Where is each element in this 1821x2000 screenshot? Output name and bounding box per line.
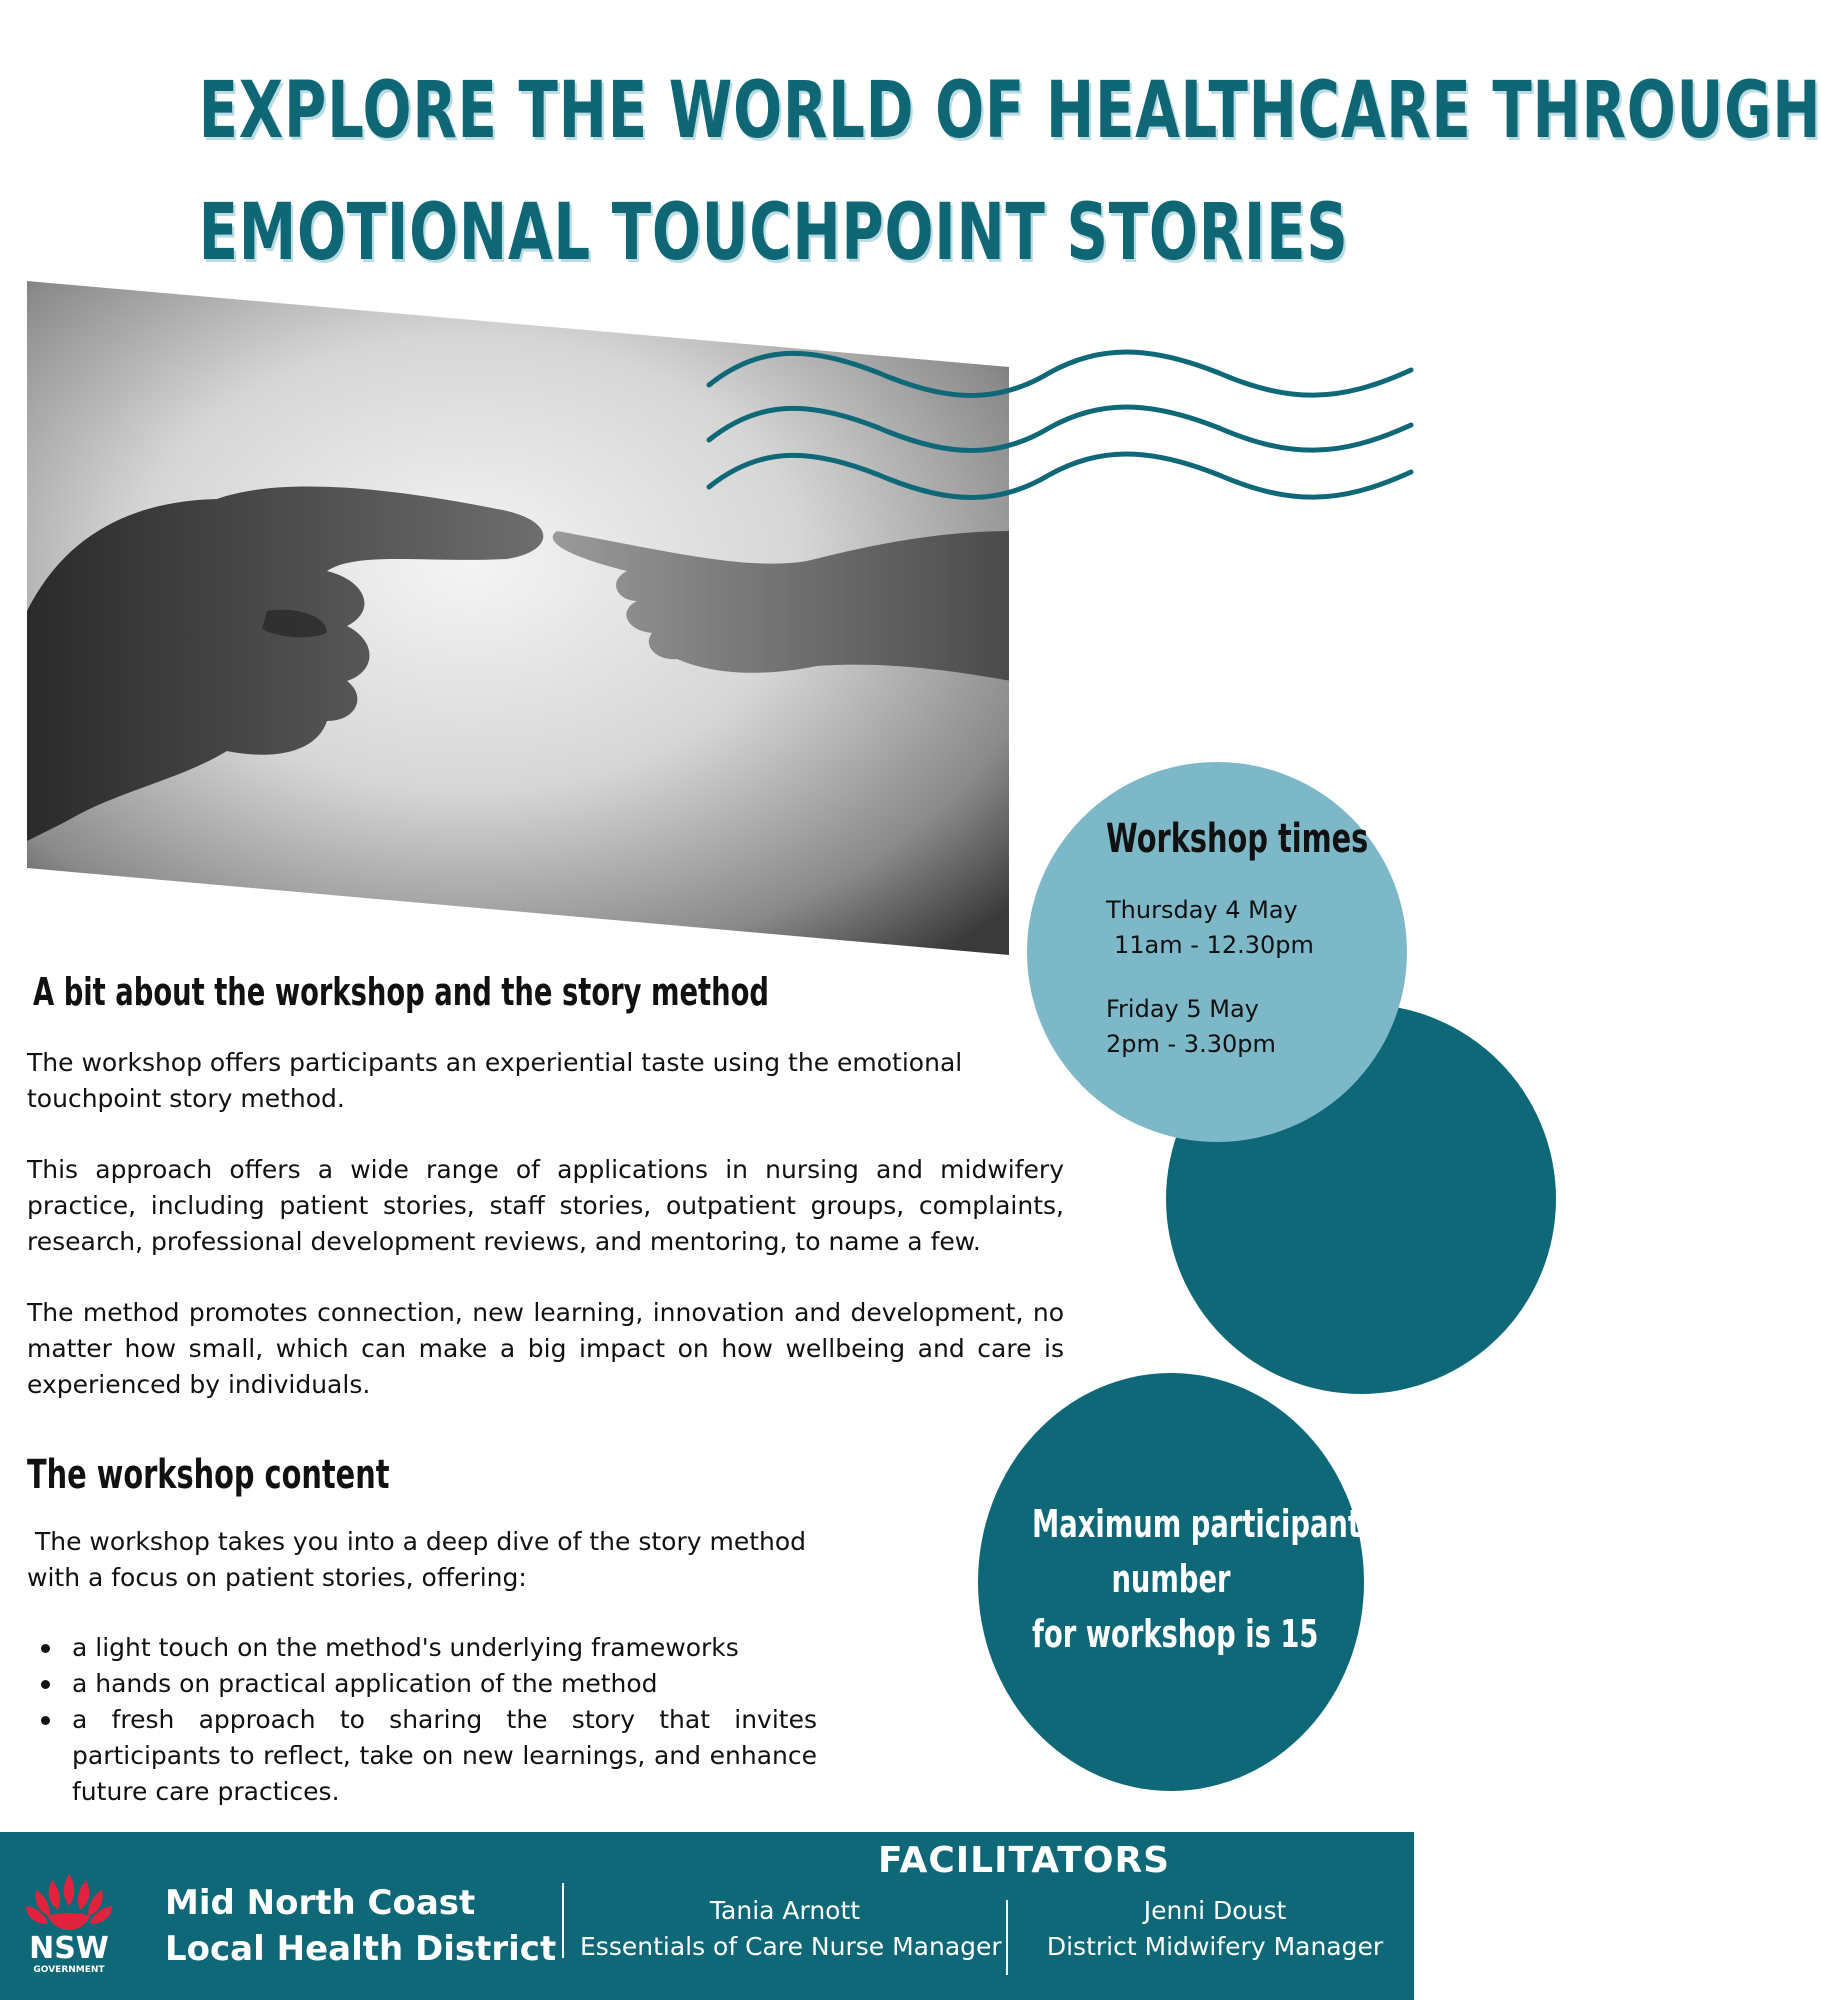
session-thursday <box>1106 893 1314 963</box>
list-item: a light touch on the method's underlying frameworks <box>27 1630 817 1666</box>
facilitator-name: Tania Arnott <box>709 1896 861 1925</box>
footer-divider <box>562 1883 564 1958</box>
facilitator-2 <box>1025 1893 1405 1965</box>
facilitator-role: District Midwifery Manager <box>1046 1932 1384 1961</box>
content-intro <box>27 1524 817 1596</box>
facilitator-name: Jenni Doust <box>1143 1896 1287 1925</box>
content-intro-text: The workshop takes you into a deep dive of the story method with a focus on patient stories, offering: <box>27 1527 807 1592</box>
title-line-1: EXPLORE THE WORLD OF HEALTHCARE THROUGH <box>198 66 1821 156</box>
nsw-logo-text: NSW <box>29 1931 109 1966</box>
max-line-3: for workshop is 15 <box>1032 1612 1319 1656</box>
list-item: a hands on practical application of the method <box>27 1666 817 1702</box>
facilitators-heading: FACILITATORS <box>878 1840 1171 1881</box>
workshop-times-heading: Workshop times <box>1106 816 1369 862</box>
session-day: Friday 5 May <box>1106 995 1259 1023</box>
nsw-logo-subtext: GOVERNMENT <box>33 1965 105 1975</box>
max-line-2: number <box>1111 1557 1231 1601</box>
list-item: a fresh approach to sharing the story that invites participants to reflect, take on new learnings, and enhance future care practices. <box>27 1702 817 1810</box>
facilitator-role: Essentials of Care Nurse Manager <box>580 1932 1002 1961</box>
page-title <box>198 50 1821 294</box>
about-heading: A bit about the workshop and the story method <box>33 970 769 1014</box>
district-line-2: Local Health District <box>165 1929 557 1969</box>
title-line-2: EMOTIONAL TOUCHPOINT STORIES <box>198 188 1349 278</box>
nsw-waratah-icon <box>26 1874 112 1930</box>
district-line-1: Mid North Coast <box>165 1883 476 1923</box>
about-paragraph-1: The workshop offers participants an experiential taste using the emotional touchpoint story method. <box>27 1048 963 1113</box>
nsw-government-logo <box>14 1866 124 1976</box>
wave-decoration <box>705 345 1414 525</box>
content-bullet-list <box>27 1630 817 1810</box>
session-time: 2pm - 3.30pm <box>1106 1030 1276 1058</box>
max-line-1: Maximum participant <box>1032 1502 1361 1546</box>
session-time: 11am - 12.30pm <box>1114 931 1314 959</box>
footer-divider <box>1006 1900 1008 1975</box>
facilitator-1 <box>580 1893 1002 1965</box>
content-heading: The workshop content <box>27 1452 390 1498</box>
session-friday <box>1106 992 1276 1062</box>
about-paragraph-2: This approach offers a wide range of applications in nursing and midwifery practice, including patient stories, staff stories, outpatient groups, complaints, research, professional development reviews, and mentoring, to name a few. <box>27 1155 1064 1256</box>
about-paragraph-3: The method promotes connection, new learning, innovation and development, no matter how small, which can make a big impact on how wellbeing and care is experienced by individuals. <box>27 1298 1064 1399</box>
max-participants-text <box>978 1497 1364 1662</box>
session-day: Thursday 4 May <box>1106 896 1298 924</box>
district-name <box>165 1880 556 1972</box>
